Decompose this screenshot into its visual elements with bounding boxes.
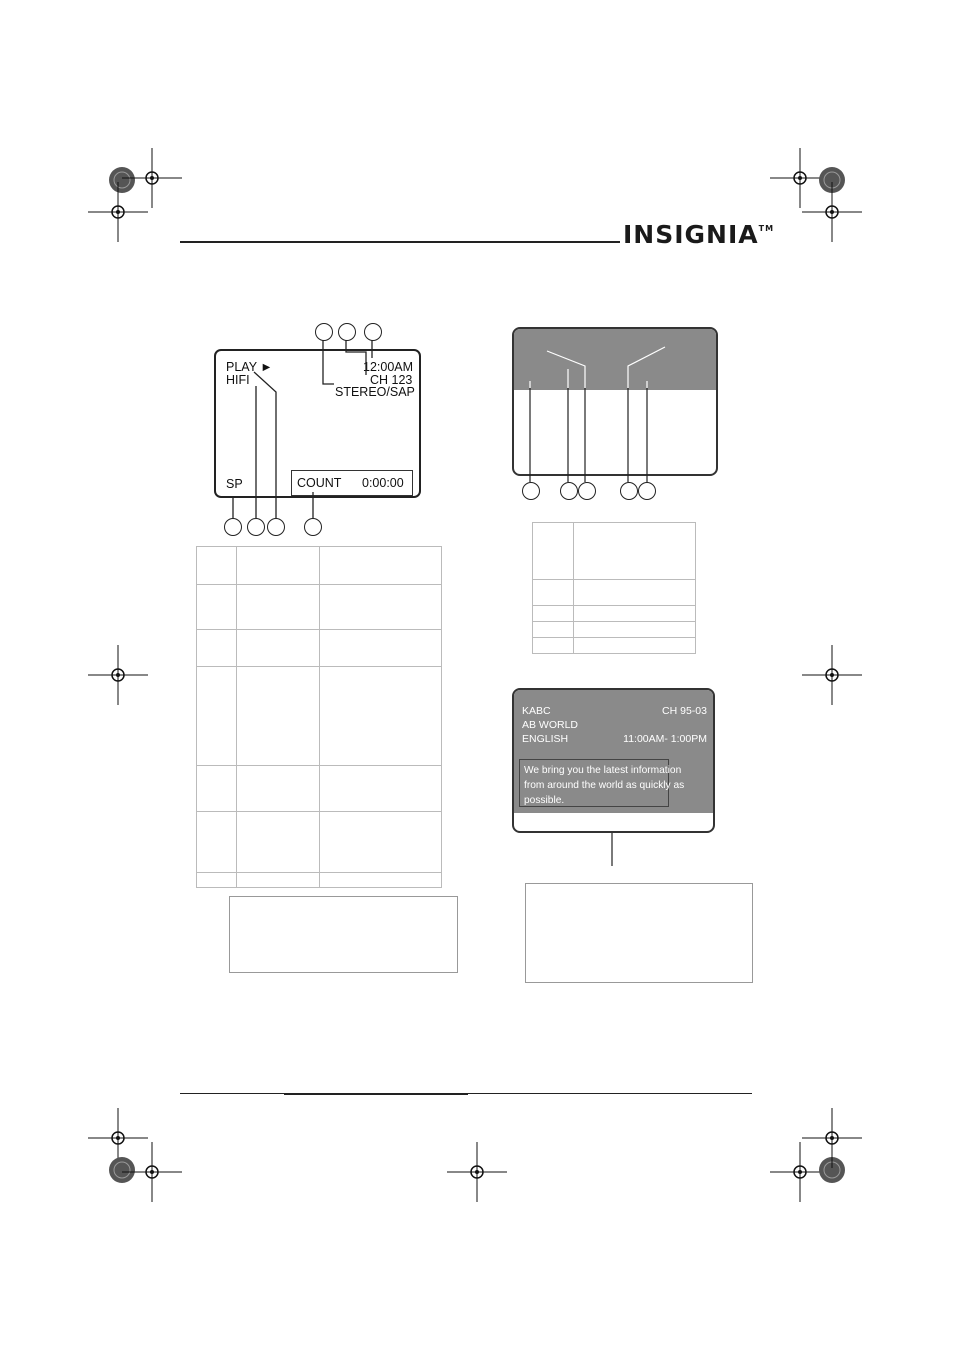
- callout-circle: [620, 482, 638, 500]
- audio-language: ENGLISH: [522, 733, 569, 745]
- footer-rule-accent: [284, 1093, 468, 1095]
- counter-value: 0:00:00: [362, 476, 404, 490]
- hifi-indicator: HIFI: [226, 373, 250, 387]
- program-info-band: [514, 690, 713, 813]
- callout-circle: [638, 482, 656, 500]
- play-status: PLAY ►: [226, 360, 273, 374]
- program-description-box: [519, 759, 685, 807]
- channel-number: CH 95-03: [662, 705, 707, 717]
- callout-circle: [522, 482, 540, 500]
- channel-display: CH 123: [370, 373, 413, 387]
- play-arrow-icon: ►: [260, 360, 273, 374]
- stereo-sap-indicator: STEREO/SAP: [335, 385, 415, 399]
- counter-label: COUNT: [297, 476, 342, 490]
- program-info-screen: [512, 688, 715, 833]
- callout-circle: [560, 482, 578, 500]
- program-description: We bring you the latest information from around the world as quickly as possible.: [524, 765, 685, 806]
- callout-circle: [578, 482, 596, 500]
- station-name: KABC: [522, 705, 551, 717]
- program-title: AB WORLD: [522, 719, 579, 731]
- brand-logo: INSIGNIA™: [623, 220, 775, 249]
- clock-display: 12:00AM: [363, 360, 414, 374]
- tape-speed-indicator: SP: [226, 477, 243, 491]
- banner-legend-table: [532, 522, 696, 654]
- program-time: 11:00AM- 1:00PM: [623, 733, 707, 745]
- note-box: [525, 883, 753, 983]
